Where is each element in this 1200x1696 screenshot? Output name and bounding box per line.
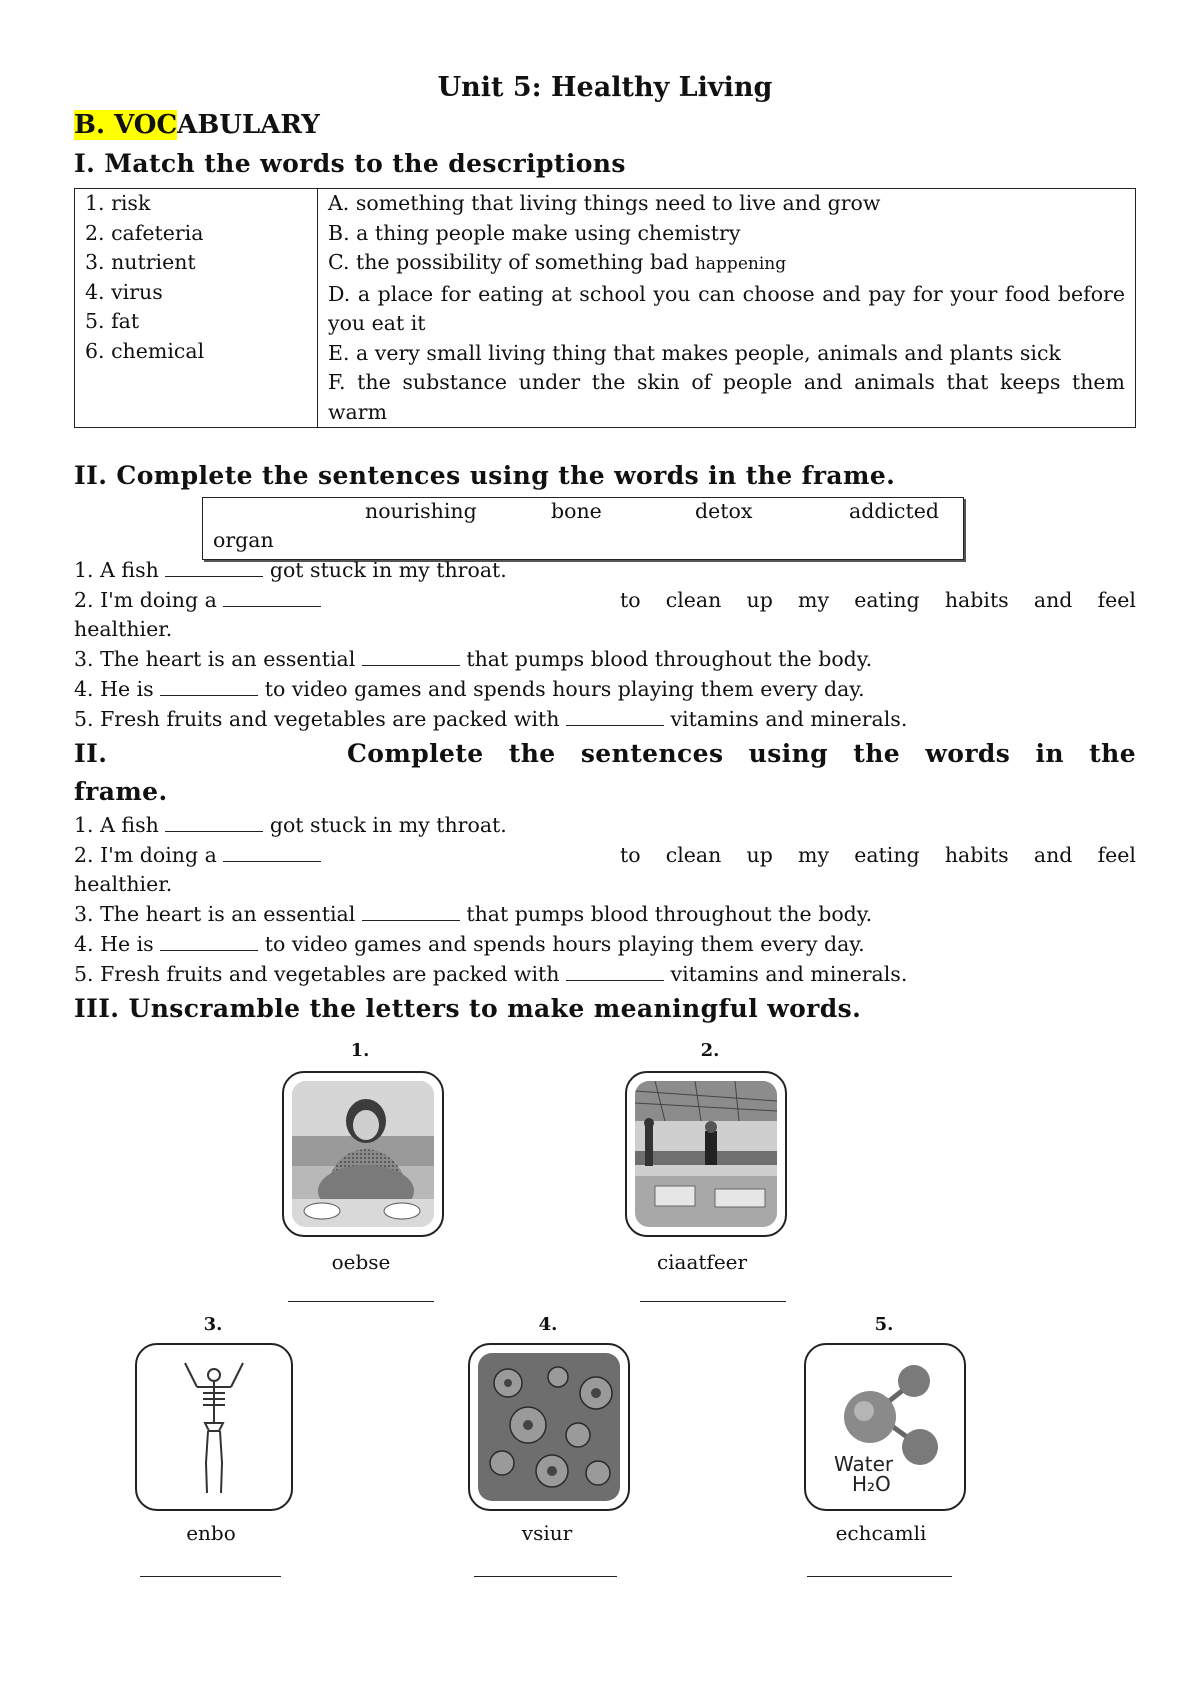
answer-line[interactable]	[288, 1301, 434, 1302]
part-2b-heading-cont: frame.	[74, 777, 168, 806]
part-2-heading: II. Complete the sentences using the words in the frame.	[74, 461, 896, 490]
part-3-heading: III. Unscramble the letters to make meaningful words.	[74, 994, 862, 1023]
sentence-2	[74, 586, 1136, 615]
answer-blank[interactable]	[165, 558, 263, 577]
description-c-tail: happening	[694, 254, 787, 274]
sentence-text: to clean up my eating habits and feel	[620, 588, 1136, 612]
scrambled-word: oebse	[331, 1250, 391, 1274]
sentence-text: got stuck in my throat.	[263, 558, 507, 582]
answer-blank[interactable]	[223, 588, 321, 607]
sentence-5	[74, 960, 1136, 989]
description-b: B. a thing people make using chemistry	[328, 220, 741, 245]
part-2b-heading-number: II.	[74, 739, 108, 768]
sentence-2	[74, 841, 1136, 870]
picture-cafeteria	[625, 1071, 787, 1237]
sentence-text: 1. A fish	[74, 813, 166, 837]
answer-line[interactable]	[474, 1576, 617, 1577]
sentence-text: 4. He is	[74, 677, 161, 701]
scrambled-word: echcamli	[835, 1521, 927, 1545]
description-c	[328, 248, 1125, 280]
sentence-4	[74, 675, 1136, 704]
word-frame	[202, 497, 964, 560]
sentence-1	[74, 811, 1136, 840]
cafeteria-image	[635, 1081, 777, 1227]
picture-obese-person	[282, 1071, 444, 1237]
skeleton-image	[145, 1353, 283, 1501]
sentence-text: 3. The heart is an essential	[74, 647, 362, 671]
sentence-2-cont: healthier.	[74, 617, 173, 641]
sentence-text: to video games and spends hours playing them every day.	[258, 932, 865, 956]
scrambled-word: enbo	[186, 1521, 236, 1545]
answer-line[interactable]	[140, 1576, 281, 1577]
frame-word: nourishing	[365, 499, 477, 523]
part-1-heading: I. Match the words to the descriptions	[74, 149, 626, 178]
answer-blank[interactable]	[223, 843, 321, 862]
scrambled-word: ciaatfeer	[656, 1250, 748, 1274]
sentence-text: 5. Fresh fruits and vegetables are packed with	[74, 962, 566, 986]
sentence-text: 4. He is	[74, 932, 161, 956]
matching-table	[74, 188, 1136, 428]
answer-blank[interactable]	[160, 932, 258, 951]
description-c-text: C. the possibility of something bad	[328, 250, 695, 274]
word-column	[75, 189, 318, 428]
page-title: Unit 5: Healthy Living	[437, 72, 773, 103]
word-item: 6. chemical	[85, 338, 205, 363]
frame-word: bone	[551, 499, 602, 523]
answer-blank[interactable]	[160, 677, 258, 696]
sentence-text: that pumps blood throughout the body.	[459, 647, 873, 671]
scrambled-word: vsiur	[521, 1521, 573, 1545]
description-column	[318, 189, 1136, 428]
obese-person-image	[292, 1081, 434, 1227]
formula-label: H₂O	[852, 1472, 891, 1496]
word-item: 3. nutrient	[85, 250, 196, 274]
description-d: D. a place for eating at school you can choose and pay for your food before you eat it	[328, 281, 1125, 335]
word-item: 1. risk	[85, 191, 151, 215]
item-number: 2.	[700, 1040, 720, 1061]
word-item: 4. virus	[85, 279, 163, 304]
frame-word: addicted	[849, 499, 939, 523]
sentence-3	[74, 645, 1136, 674]
item-number: 4.	[538, 1314, 558, 1335]
sentence-text: got stuck in my throat.	[263, 813, 507, 837]
word-item: 2. cafeteria	[85, 220, 204, 245]
picture-skeleton	[135, 1343, 293, 1511]
water-label: Water	[834, 1452, 894, 1476]
frame-word: organ	[213, 528, 274, 552]
sentence-3	[74, 900, 1136, 929]
sentence-text: vitamins and minerals.	[663, 962, 908, 986]
virus-image	[478, 1353, 620, 1501]
highlighted-text: B. VOC	[74, 110, 178, 140]
picture-virus	[468, 1343, 630, 1511]
sentence-2-cont: healthier.	[74, 872, 173, 896]
answer-line[interactable]	[640, 1301, 786, 1302]
item-number: 3.	[203, 1314, 223, 1335]
sentence-text: that pumps blood throughout the body.	[459, 902, 873, 926]
answer-blank[interactable]	[566, 962, 664, 981]
part-2b-heading-text: Complete the sentences using the words in the	[347, 739, 1136, 768]
sentence-text: vitamins and minerals.	[663, 707, 908, 731]
answer-blank[interactable]	[362, 902, 460, 921]
item-number: 5.	[874, 1314, 894, 1335]
sentence-text: 2. I'm doing a	[74, 588, 224, 612]
sentence-5	[74, 705, 1136, 734]
item-number: 1.	[350, 1040, 370, 1061]
sentence-text: 5. Fresh fruits and vegetables are packed with	[74, 707, 566, 731]
section-b-rest: ABULARY	[177, 110, 320, 140]
answer-blank[interactable]	[362, 647, 460, 666]
sentence-text: 2. I'm doing a	[74, 843, 224, 867]
description-f: F. the substance under the skin of people and animals that keeps them warm	[328, 370, 1125, 424]
chemical-image	[814, 1353, 956, 1501]
sentence-4	[74, 930, 1136, 959]
answer-line[interactable]	[807, 1576, 952, 1577]
section-b-heading	[74, 110, 320, 140]
word-item: 5. fat	[85, 309, 140, 333]
sentence-text: 3. The heart is an essential	[74, 902, 362, 926]
description-e: E. a very small living thing that makes people, animals and plants sick	[328, 340, 1061, 365]
sentence-text: 1. A fish	[74, 558, 166, 582]
answer-blank[interactable]	[566, 707, 664, 726]
sentence-text: to clean up my eating habits and feel	[620, 843, 1136, 867]
picture-chemical	[804, 1343, 966, 1511]
frame-word: detox	[695, 499, 753, 523]
sentence-1	[74, 556, 1136, 585]
sentence-text: to video games and spends hours playing them every day.	[258, 677, 865, 701]
answer-blank[interactable]	[165, 813, 263, 832]
description-a: A. something that living things need to live and grow	[328, 191, 881, 215]
